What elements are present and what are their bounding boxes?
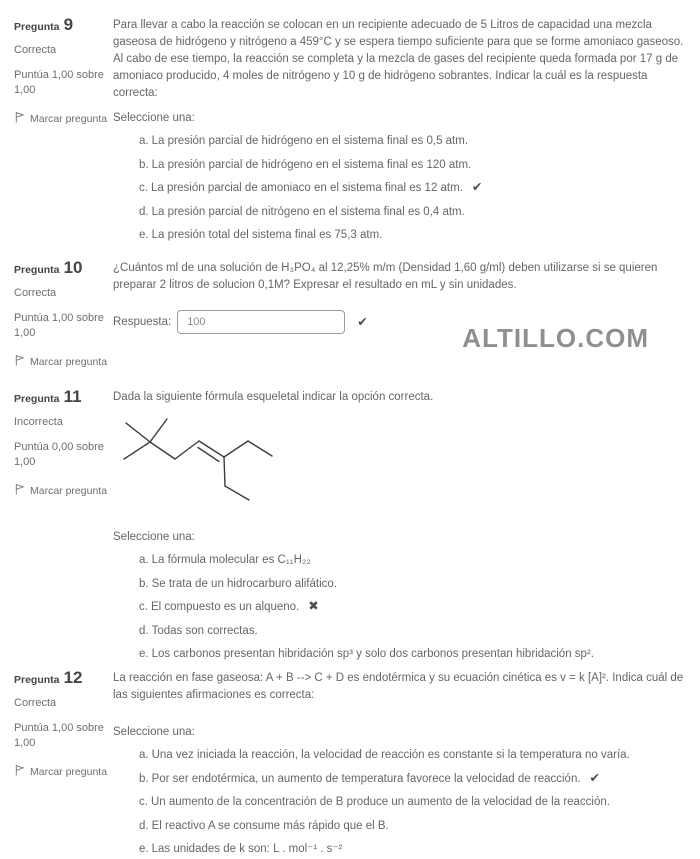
question-content-12	[113, 668, 700, 856]
question-number	[14, 15, 113, 35]
question-label: Pregunta	[14, 264, 60, 276]
question-content-10	[113, 258, 700, 387]
correct-check-icon: ✔	[357, 314, 368, 329]
question-info-12	[0, 668, 113, 856]
answer-option-b: b. Por ser endotérmica, un aumento de temperatura favorece la velocidad de reacción. ✔	[139, 770, 601, 785]
incorrect-cross-icon: ✖	[308, 599, 319, 613]
answer-prompt: Seleccione una:	[113, 531, 195, 543]
answer-option-e: e. Los carbonos presentan hibridación sp³ y solo dos carbonos presentan hibridación sp².	[139, 648, 594, 660]
question-number	[14, 387, 113, 407]
question-number	[14, 258, 113, 278]
flag-icon	[14, 111, 25, 126]
answer-option-c: c. Un aumento de la concentración de B produce un aumento de la velocidad de la reacción.	[139, 796, 610, 808]
flag-icon	[14, 483, 25, 498]
answer-label: Respuesta:	[113, 315, 172, 328]
question-label: Pregunta	[14, 393, 60, 405]
flag-label: Marcar pregunta	[30, 112, 108, 125]
question-state-badge: Correcta	[14, 44, 57, 56]
question-label: Pregunta	[14, 21, 60, 33]
question-info-10	[0, 258, 113, 387]
flag-icon	[14, 764, 25, 779]
question-block-11	[0, 387, 700, 668]
answer-prompt: Seleccione una:	[113, 726, 195, 738]
question-text: Para llevar a cabo la reacción se colocan en un recipiente adecuado de 5 Litros de capacidad una mezcla gaseosa de hidrógeno y nitrógeno a 459°C y se espera tiempo suficiente para que se forme amoniaco gaseoso. Al cabo de ese tiempo, la reacción se completa y la mezcla de gases del recipiente queda formada por 17 g de amoniaco producido, 4 moles de nitrógeno y 10 g de hidrógeno sobrantes. Indicar la cuál es la respuesta correcta:	[113, 19, 684, 99]
flag-question-link[interactable]	[14, 764, 113, 779]
answer-option-d: d. La presión parcial de nitrógeno en el sistema final es 0,4 atm.	[139, 205, 465, 218]
flag-question-link[interactable]	[14, 111, 113, 126]
skeletal-formula-image	[113, 410, 685, 521]
answer-option-d: d. Todas son correctas.	[139, 624, 258, 637]
answer-input[interactable]	[177, 310, 345, 334]
flag-label: Marcar pregunta	[30, 484, 108, 497]
answer-option-c: c. El compuesto es un alqueno. ✖	[139, 599, 319, 613]
question-grade: Puntúa 1,00 sobre 1,00	[14, 69, 104, 96]
question-number-value: 12	[63, 668, 83, 687]
flag-label: Marcar pregunta	[30, 355, 108, 368]
question-block-9	[0, 15, 700, 258]
answer-options	[113, 132, 685, 245]
question-state-badge: Incorrecta	[14, 416, 63, 428]
answer-option-b: b. La presión parcial de hidrógeno en el sistema final es 120 atm.	[139, 158, 472, 171]
answer-option-c: c. La presión parcial de amoniaco en el sistema final es 12 atm. ✔	[139, 180, 483, 194]
flag-question-link[interactable]	[14, 483, 113, 498]
answer-option-b: b. Se trata de un hidrocarburo alifático.	[139, 577, 337, 590]
flag-question-link[interactable]	[14, 354, 113, 369]
question-block-12	[0, 668, 700, 856]
question-number-value: 10	[63, 258, 83, 277]
question-content-11	[113, 387, 700, 668]
question-text: La reacción en fase gaseosa: A + B --> C + D es endotérmica y su ecuación cinética es v = k [A]². Indica cuál de las siguientes afirmaciones es correcta:	[113, 672, 684, 701]
question-number-value: 11	[63, 387, 82, 406]
question-grade: Puntúa 1,00 sobre 1,00	[14, 722, 104, 749]
question-content-9	[113, 15, 700, 258]
question-block-10	[0, 258, 700, 387]
answer-option-e: e. Las unidades de k son: L . mol⁻¹ . s⁻²	[139, 843, 343, 855]
correct-check-icon: ✔	[471, 180, 483, 194]
question-info-11	[0, 387, 113, 668]
answer-option-a: a. La fórmula molecular es C₁₁H₂₂	[139, 554, 311, 566]
answer-prompt: Seleccione una:	[113, 112, 195, 124]
answer-options	[113, 551, 685, 664]
question-state-badge: Correcta	[14, 697, 57, 709]
answer-option-e: e. La presión total del sistema final es 75,3 atm.	[139, 229, 383, 241]
answer-option-a: a. La presión parcial de hidrógeno en el sistema final es 0,5 atm.	[139, 135, 469, 147]
question-text: ¿Cuántos ml de una solución de H₃PO₄ al 12,25% m/m (Densidad 1,60 g/ml) deben utilizarse si se quieren preparar 2 litros de solucion 0,1M? Expresar el resultado en mL y sin unidades.	[113, 262, 658, 291]
question-info-9	[0, 15, 113, 258]
question-grade: Puntúa 0,00 sobre 1,00	[14, 441, 104, 468]
question-state-badge: Correcta	[14, 287, 57, 299]
flag-icon	[14, 354, 25, 369]
answer-options	[113, 746, 685, 859]
question-grade: Puntúa 1,00 sobre 1,00	[14, 312, 104, 339]
question-text: Dada la siguiente fórmula esqueletal indicar la opción correcta.	[113, 391, 434, 403]
question-number	[14, 668, 113, 688]
answer-option-a: a. Una vez iniciada la reacción, la velocidad de reacción es constante si la temperatura no varía.	[139, 749, 630, 761]
altillo-watermark: ALTILLO.COM	[462, 323, 649, 353]
answer-option-d: d. El reactivo A se consume más rápido que el B.	[139, 819, 389, 832]
correct-check-icon: ✔	[589, 770, 601, 785]
question-label: Pregunta	[14, 674, 60, 686]
question-number-value: 9	[63, 15, 74, 34]
flag-label: Marcar pregunta	[30, 765, 108, 778]
